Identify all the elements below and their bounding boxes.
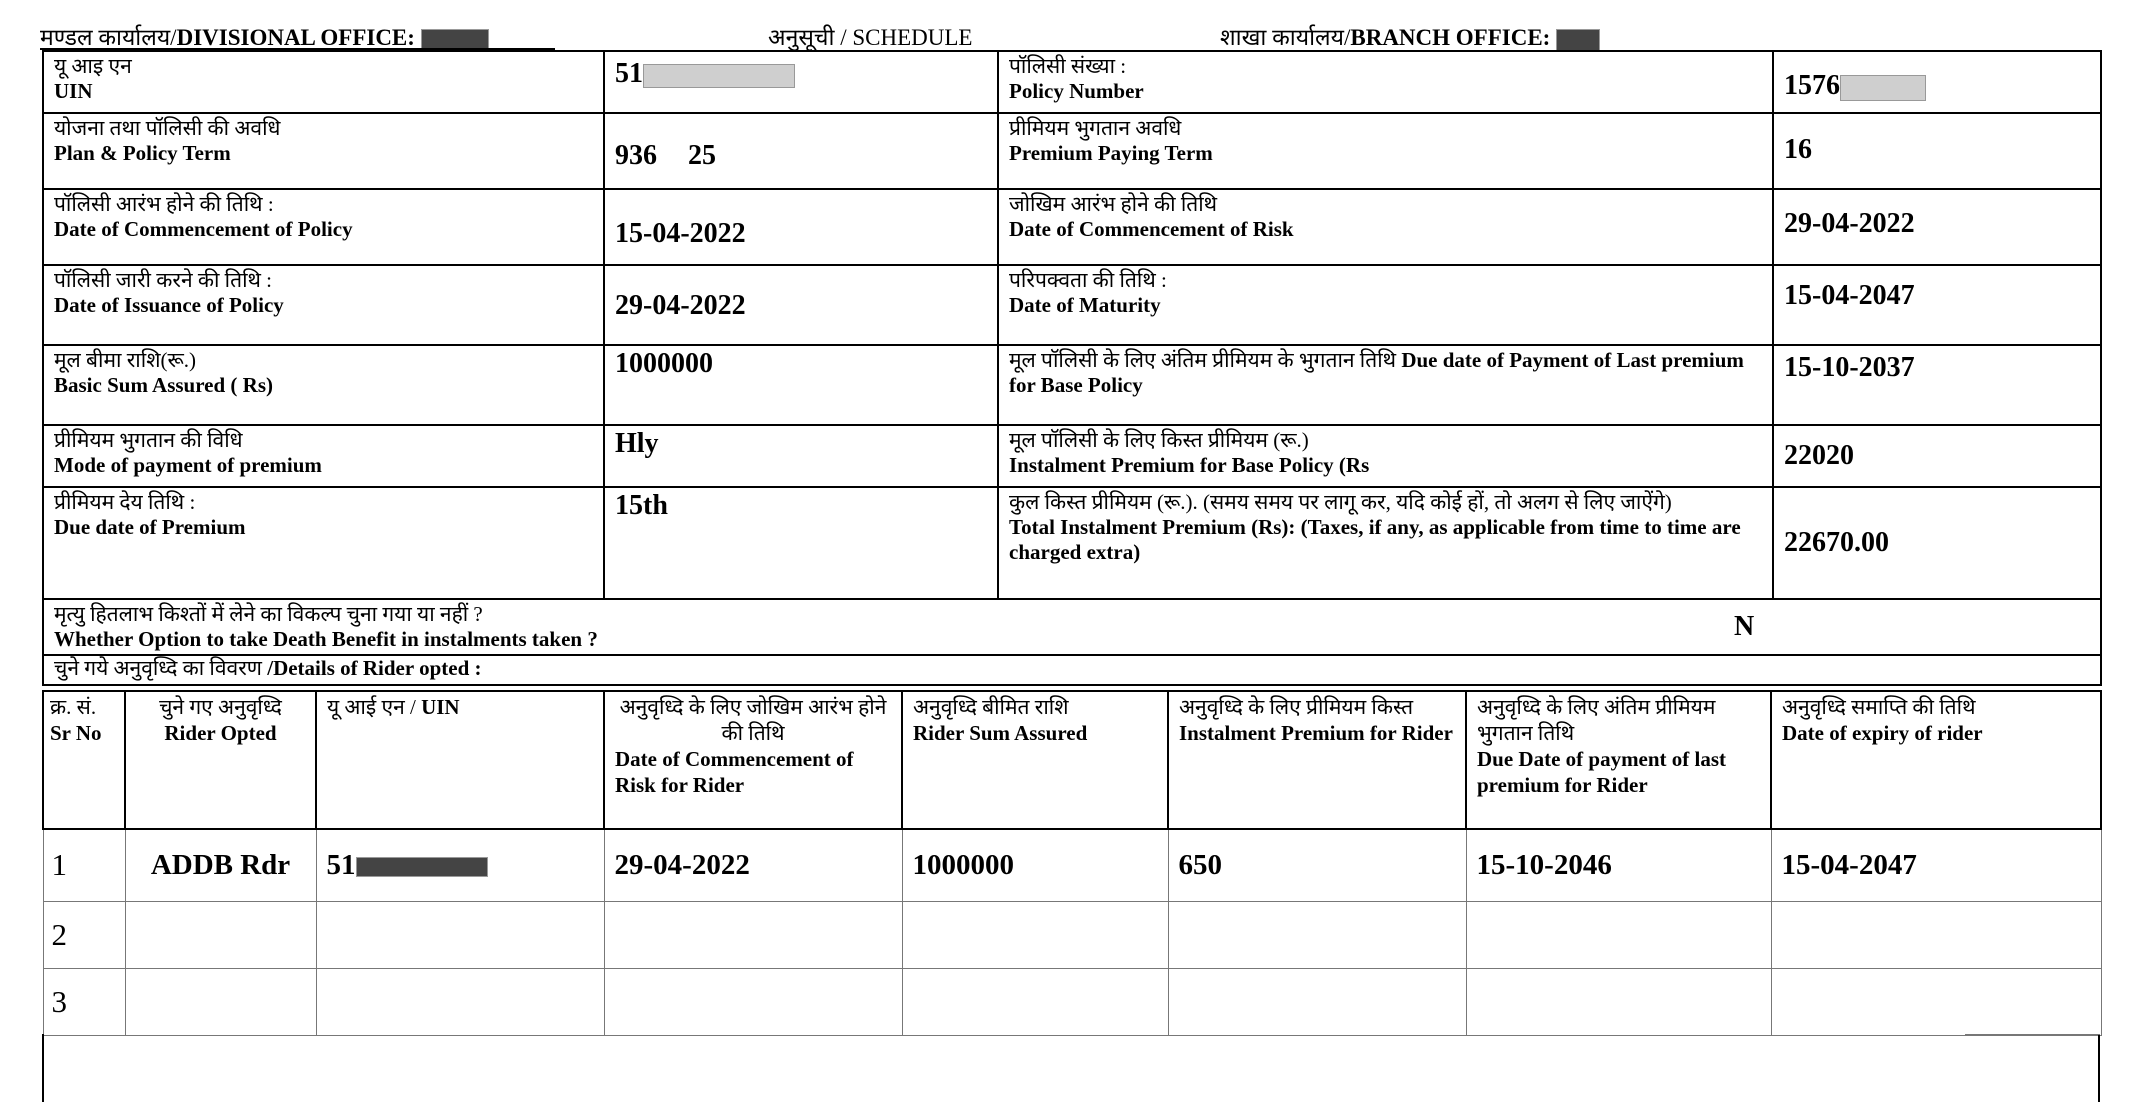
rider-row-3-rider: [125, 968, 316, 1035]
divisional-office-label-hi: मण्डल कार्यालय/: [40, 25, 177, 50]
policy-details-table: [42, 50, 2102, 686]
total-label-hi: कुल किस्त प्रीमियम (रू.). (समय समय पर लागू कर, यदि कोई हों, तो अलग से लिए जाऐंगे): [1009, 490, 1672, 514]
rider-col-expiry-en: Date of expiry of rider: [1782, 721, 1983, 745]
uin-label-hi: यू आइ एन: [54, 54, 132, 78]
rider-col-premium: [1168, 691, 1466, 829]
branch-office-label-hi: शाखा कार्यालय/: [1220, 25, 1351, 50]
uin-row: [43, 51, 2101, 113]
table-row: [43, 829, 2101, 901]
rider-section-title-en: /Details of Rider opted :: [267, 656, 482, 680]
schedule-label-hi: अनुसूची /: [768, 25, 853, 50]
rider-row-1-uin-value: 51: [326, 848, 356, 881]
death-benefit-cell: [43, 599, 2101, 655]
sum-assured-label-en: Basic Sum Assured ( Rs): [54, 373, 273, 397]
death-benefit-value: N: [1734, 611, 1755, 642]
rider-row-2-sum: [902, 901, 1168, 968]
rider-row-3-sr: 3: [43, 968, 125, 1035]
rider-col-uin-hi: यू आई एन /: [327, 695, 422, 719]
rider-row-1-expiry: 15-04-2047: [1771, 829, 2101, 901]
rider-row-1-rider: ADDB Rdr: [125, 829, 316, 901]
rider-row-1-premium: 650: [1168, 829, 1466, 901]
redacted-rider-uin: [356, 857, 488, 877]
rider-row-3-doc: [604, 968, 902, 1035]
uin-label-cell: [43, 51, 604, 113]
rider-row-1-last-due: 15-10-2046: [1466, 829, 1771, 901]
doc-risk-label-cell: [998, 189, 1773, 265]
maturity-label-en: Date of Maturity: [1009, 293, 1161, 317]
policy-number-label-cell: [998, 51, 1773, 113]
branch-office-heading: [1220, 20, 1600, 52]
instalment-label-hi: मूल पॉलिसी के लिए किस्त प्रीमियम (रू.): [1009, 428, 1309, 452]
divisional-office-label-en: DIVISIONAL OFFICE:: [176, 25, 415, 50]
mode-value: Hly: [604, 425, 998, 487]
rider-row-2-doc: [604, 901, 902, 968]
uin-value-cell: [604, 51, 998, 113]
plan-term-label-hi: योजना तथा पॉलिसी की अवधि: [54, 116, 281, 140]
schedule-heading: [768, 20, 972, 52]
last-premium-value: 15-10-2037: [1773, 345, 2101, 425]
ppt-label-en: Premium Paying Term: [1009, 141, 1213, 165]
last-premium-label-cell: [998, 345, 1773, 425]
doc-risk-label-en: Date of Commencement of Risk: [1009, 217, 1294, 241]
rider-col-rider-en: Rider Opted: [164, 721, 277, 745]
maturity-label-hi: परिपक्वता की तिथि :: [1009, 268, 1167, 292]
rider-col-sr: [43, 691, 125, 829]
table-row: [43, 968, 2101, 1035]
instalment-label-cell: [998, 425, 1773, 487]
uin-value: 51: [615, 58, 643, 89]
plan-term-row: [43, 113, 2101, 189]
rider-col-last-due: [1466, 691, 1771, 829]
uin-label-en: UIN: [54, 79, 93, 103]
rider-row-2-uin: [316, 901, 604, 968]
rider-col-sum-hi: अनुवृध्दि बीमित राशि: [913, 695, 1069, 719]
policy-number-label-en: Policy Number: [1009, 79, 1144, 103]
ppt-label-cell: [998, 113, 1773, 189]
rider-row-2-expiry: [1771, 901, 2101, 968]
doc-policy-label-en: Date of Commencement of Policy: [54, 217, 353, 241]
schedule-label-en: SCHEDULE: [852, 25, 973, 50]
doi-label-hi: पॉलिसी जारी करने की तिथि :: [54, 268, 273, 292]
rider-section-title: [43, 655, 2101, 685]
rider-row-3-last-due: [1466, 968, 1771, 1035]
redacted-uin: [643, 64, 795, 88]
last-premium-label-en: Due date of Payment of Last premium for Base Policy: [1009, 348, 1744, 397]
rider-col-doc: [604, 691, 902, 829]
rider-row-2-last-due: [1466, 901, 1771, 968]
death-benefit-row: [43, 599, 2101, 655]
rider-row-2-rider: [125, 901, 316, 968]
doc-policy-label-cell: [43, 189, 604, 265]
maturity-value: 15-04-2047: [1773, 265, 2101, 345]
plan-term-value-cell: [604, 113, 998, 189]
doi-value: 29-04-2022: [604, 265, 998, 345]
instalment-label-en: Instalment Premium for Base Policy (Rs: [1009, 453, 1370, 477]
ppt-label-hi: प्रीमियम भुगतान अवधि: [1009, 116, 1182, 140]
mode-label-cell: [43, 425, 604, 487]
due-date-label-en: Due date of Premium: [54, 515, 246, 539]
rider-col-last-due-en: Due Date of payment of last premium for Rider: [1477, 747, 1727, 797]
policy-number-label-hi: पॉलिसी संख्या :: [1009, 54, 1127, 78]
ppt-value-cell: 16: [1773, 113, 2101, 189]
rider-col-premium-hi: अनुवृध्दि के लिए प्रीमियम किस्त: [1179, 695, 1414, 719]
rider-section-title-row: [43, 655, 2101, 685]
doi-label-cell: [43, 265, 604, 345]
doc-risk-value: 29-04-2022: [1773, 189, 2101, 265]
redacted-branch-code: [1556, 29, 1600, 51]
rider-row-3-premium: [1168, 968, 1466, 1035]
rider-col-sum: [902, 691, 1168, 829]
rider-col-rider-hi: चुने गए अनुवृध्दि: [159, 695, 282, 719]
instalment-value: 22020: [1773, 425, 2101, 487]
rider-col-expiry: [1771, 691, 2101, 829]
issuance-row: [43, 265, 2101, 345]
last-premium-label-hi: मूल पॉलिसी के लिए अंतिम प्रीमियम के भुगतान तिथि: [1009, 348, 1397, 372]
mode-label-hi: प्रीमियम भुगतान की विधि: [54, 428, 243, 452]
doc-risk-label-hi: जोखिम आरंभ होने की तिथि: [1009, 192, 1218, 216]
mode-row: [43, 425, 2101, 487]
policy-number-value: 1576: [1784, 70, 1840, 101]
rider-col-sr-hi: क्र. सं.: [50, 695, 97, 719]
total-label-cell: [998, 487, 1773, 599]
rider-col-premium-en: Instalment Premium for Rider: [1179, 721, 1453, 745]
table-row: [43, 901, 2101, 968]
policy-number-value-cell: [1773, 51, 2101, 113]
plan-term-label-cell: [43, 113, 604, 189]
total-value: 22670.00: [1773, 487, 2101, 599]
rider-row-1-sum: 1000000: [902, 829, 1168, 901]
rider-row-2-sr: 2: [43, 901, 125, 968]
due-date-label-cell: [43, 487, 604, 599]
term-value: 25: [688, 140, 716, 171]
due-date-row: [43, 487, 2101, 599]
rider-col-sum-en: Rider Sum Assured: [913, 721, 1088, 745]
rider-section-title-hi: चुने गये अनुवृध्दि का विवरण: [54, 656, 268, 680]
lower-frame: [42, 1034, 2100, 1102]
sum-assured-label-hi: मूल बीमा राशि(रू.): [54, 348, 197, 372]
plan-value: 936: [615, 140, 657, 171]
rider-col-uin: [316, 691, 604, 829]
death-benefit-label-hi: मृत्यु हितलाभ किश्तों में लेने का विकल्प चुना गया या नहीं ?: [54, 602, 483, 626]
rider-row-3-sum: [902, 968, 1168, 1035]
rider-row-2-premium: [1168, 901, 1466, 968]
rider-row-3-uin: [316, 968, 604, 1035]
rider-col-doc-en: Date of Commencement of Risk for Rider: [615, 747, 854, 797]
rider-row-1-doc: 29-04-2022: [604, 829, 902, 901]
doc-policy-label-hi: पॉलिसी आरंभ होने की तिथि :: [54, 192, 274, 216]
sum-assured-value: 1000000: [604, 345, 998, 425]
sum-assured-row: [43, 345, 2101, 425]
mode-label-en: Mode of payment of premium: [54, 453, 322, 477]
rider-row-1-sr: 1: [43, 829, 125, 901]
rider-col-sr-en: Sr No: [50, 721, 102, 745]
commencement-row: [43, 189, 2101, 265]
plan-term-label-en: Plan & Policy Term: [54, 141, 231, 165]
death-benefit-label-en: Whether Option to take Death Benefit in instalments taken ?: [54, 627, 598, 651]
rider-row-3-expiry: [1771, 968, 2101, 1035]
rider-col-rider: [125, 691, 316, 829]
doi-label-en: Date of Issuance of Policy: [54, 293, 284, 317]
rider-col-uin-en: UIN: [421, 695, 460, 719]
rider-col-doc-hi: अनुवृध्दि के लिए जोखिम आरंभ होने की तिथि: [619, 695, 887, 745]
doc-policy-value: 15-04-2022: [604, 189, 998, 265]
rider-header-row: [43, 691, 2101, 829]
due-date-value: 15th: [604, 487, 998, 599]
lower-frame-line: [1965, 1034, 2100, 1035]
due-date-label-hi: प्रीमियम देय तिथि :: [54, 490, 196, 514]
sum-assured-label-cell: [43, 345, 604, 425]
total-label-en: Total Instalment Premium (Rs): (Taxes, if any, as applicable from time to time are charged extra): [1009, 515, 1741, 564]
maturity-label-cell: [998, 265, 1773, 345]
branch-office-label-en: BRANCH OFFICE:: [1350, 25, 1551, 50]
rider-col-expiry-hi: अनुवृध्दि समाप्ति की तिथि: [1782, 695, 1976, 719]
rider-table: [42, 690, 2102, 1036]
redacted-policy-number: [1840, 75, 1926, 101]
rider-row-1-uin: [316, 829, 604, 901]
rider-col-last-due-hi: अनुवृध्दि के लिए अंतिम प्रीमियम भुगतान तिथि: [1477, 695, 1716, 745]
